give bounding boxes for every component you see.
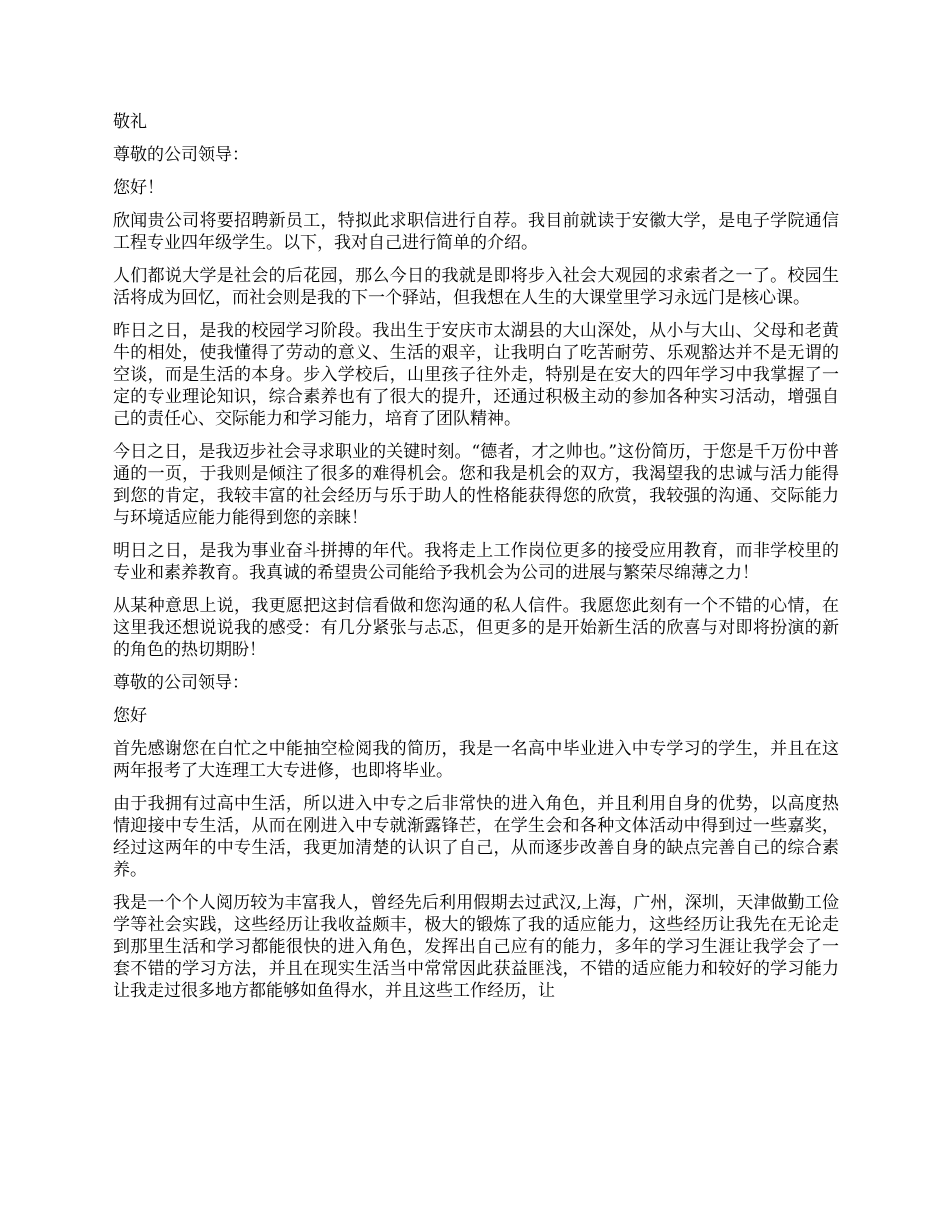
closing-salutation: 敬礼 [113,112,147,132]
paragraph-high-school: 由于我拥有过高中生活，所以进入中专之后非常快的进入角色，并且利用自身的优势，以高度热情迎接中专生活，从而在刚进入中专就渐露锋芒，在学生会和各种文体活动中得到过一些嘉奖，经过这两年的中专生活，我更加清楚的认识了自己，从而逐步改善自身的缺点完善自己的综合素养。 [113,794,839,880]
paragraph-university: 人们都说大学是社会的后花园，那么今日的我就是即将步入社会大观园的求索者之一了。校园生活将成为回忆，而社会则是我的下一个驿站，但我想在人生的大课堂里学习永远门是核心课。 [113,266,839,308]
document-body [113,111,839,1013]
paragraph-experience: 我是一个个人阅历较为丰富我人，曾经先后利用假期去过武汉,上海，广州，深圳，天津做勤工俭学等社会实践，这些经历让我收益颇丰，极大的锻炼了我的适应能力，这些经历让我先在无论走到那里生活和学习都能很快的进入角色，发挥出自己应有的能力，多年的学习生涯让我学会了一套不错的学习方法，并且在现实生活当中常常因此获益匪浅，不错的适应能力和较好的学习能力让我走过很多地方都能够如鱼得水，并且这些工作经历，让 [113,893,839,1001]
greeting-hello: 您好！ [113,178,164,198]
paragraph-today: 今日之日，是我迈步社会寻求职业的关键时刻。“德者，才之帅也。”这份简历，于您是千万份中普通的一页，于我则是倾注了很多的难得机会。您和我是机会的双方，我渴望我的忠诚与活力能得到您的肯定，我较丰富的社会经历与乐于助人的性格能获得您的欣赏，我较强的沟通、交际能力与环境适应能力能得到您的亲睐！ [113,442,839,528]
paragraph-yesterday: 昨日之日，是我的校园学习阶段。我出生于安庆市太湖县的大山深处，从小与大山、父母和老黄牛的相处，使我懂得了劳动的意义、生活的艰辛，让我明白了吃苦耐劳、乐观豁达并不是无谓的空谈，而是生活的本身。步入学校后，山里孩子往外走，特别是在安大的四年学习中我掌握了一定的专业理论知识，综合素养也有了很大的提升，还通过积极主动的参加各种实习活动，增强自己的责任心、交际能力和学习能力，培育了团队精神。 [113,321,839,429]
greeting-hello-2: 您好 [113,706,147,726]
paragraph-tomorrow: 明日之日，是我为事业奋斗拼搏的年代。我将走上工作岗位更多的接受应用教育，而非学校里的专业和素养教育。我真诚的希望贵公司能给予我机会为公司的进展与繁荣尽绵薄之力！ [113,541,839,583]
greeting-recipient-2: 尊敬的公司领导： [113,673,249,693]
paragraph-personal-letter: 从某种意思上说，我更愿把这封信看做和您沟通的私人信件。我愿您此刻有一个不错的心情，在这里我还想说说我的感受：有几分紧张与忐忑，但更多的是开始新生活的欣喜与对即将扮演的新的角色的热切期盼！ [113,596,839,660]
greeting-recipient: 尊敬的公司领导： [113,145,249,165]
paragraph-intro: 欣闻贵公司将要招聘新员工，特拟此求职信进行自荐。我目前就读于安徽大学，是电子学院通信工程专业四年级学生。以下，我对自己进行简单的介绍。 [113,211,839,253]
paragraph-thanks: 首先感谢您在白忙之中能抽空检阅我的简历，我是一名高中毕业进入中专学习的学生，并且在这两年报考了大连理工大专进修，也即将毕业。 [113,739,839,781]
